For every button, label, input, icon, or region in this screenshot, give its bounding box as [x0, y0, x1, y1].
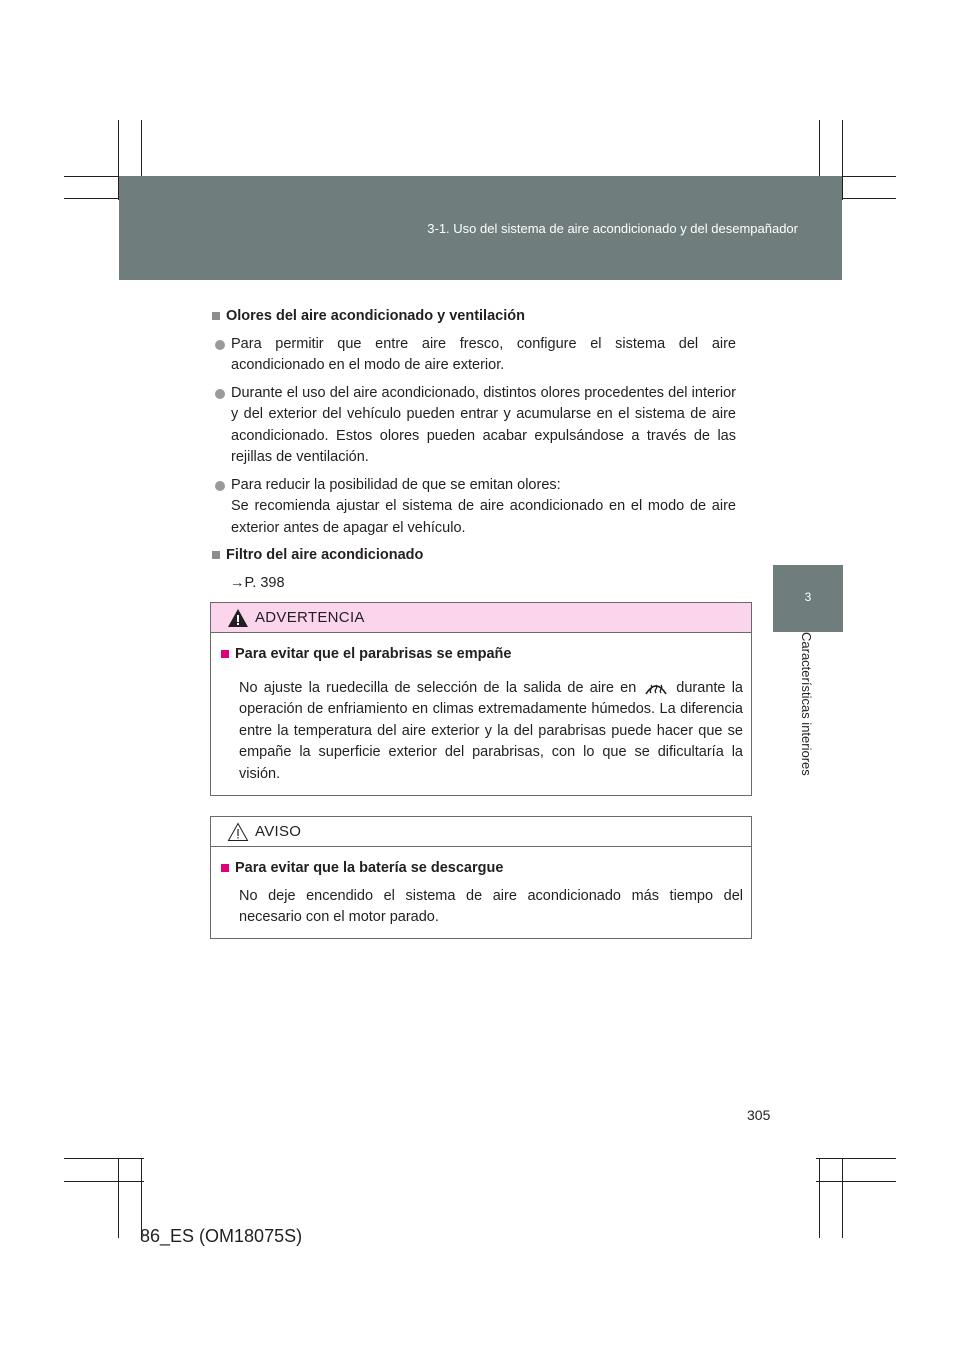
caution-triangle-icon	[227, 822, 249, 842]
warning-text	[239, 678, 743, 786]
bullet-text	[231, 475, 736, 540]
warning-heading	[221, 644, 743, 666]
square-bullet-icon	[212, 312, 220, 320]
circle-bullet-icon	[215, 340, 225, 350]
crop-mark	[816, 1181, 896, 1182]
crop-mark	[64, 1181, 144, 1182]
square-bullet-icon	[212, 551, 220, 559]
chapter-tab	[773, 565, 843, 632]
windshield-defrost-icon	[644, 680, 668, 696]
notice-header	[211, 817, 751, 847]
crop-mark	[819, 1158, 820, 1238]
section-heading	[212, 306, 736, 328]
bullet-text: Durante el uso del aire acondicionado, distintos olores procedentes del interior y del exterior del vehículo pueden entrar y acumularse en el sistema de aire acondicionado. Estos olores pueden acabar expulsándose a través de las rejillas de ventilación.	[231, 384, 736, 465]
notice-heading	[221, 858, 743, 880]
page-reference-link[interactable]: →P. 398	[230, 574, 285, 591]
bullet-line: Se recomienda ajustar el sistema de aire acondicionado en el modo de aire exterior antes de apagar el vehículo.	[231, 498, 736, 536]
warning-body	[211, 633, 751, 799]
crop-mark	[816, 1158, 896, 1159]
circle-bullet-icon	[215, 481, 225, 491]
notice-box	[210, 816, 752, 939]
list-item	[212, 475, 736, 540]
notice-body	[211, 847, 751, 943]
warning-triangle-icon	[227, 608, 249, 628]
square-bullet-icon	[221, 864, 229, 872]
page-number: 305	[747, 1107, 771, 1123]
square-bullet-icon	[221, 650, 229, 658]
crop-mark	[842, 120, 843, 200]
notice-text: No deje encendido el sistema de aire acondicionado más tiempo del necesario con el motor parado.	[239, 887, 743, 925]
warning-header	[211, 603, 751, 633]
warning-text-part: No ajuste la ruedecilla de selección de la salida de aire en	[239, 679, 637, 696]
list-item	[212, 334, 736, 377]
document-code: 86_ES (OM18075S)	[140, 1226, 303, 1246]
bullet-text: Para permitir que entre aire fresco, configure el sistema del aire acondicionado en el modo de aire exterior.	[231, 335, 736, 373]
warning-label: ADVERTENCIA	[255, 609, 365, 626]
header-title: 3-1. Uso del sistema de aire acondicionado y del desempañador	[427, 221, 798, 236]
circle-bullet-icon	[215, 389, 225, 399]
chapter-number: 3	[804, 590, 812, 604]
section-title: Filtro del aire acondicionado	[226, 547, 424, 563]
chapter-header	[119, 176, 842, 280]
chapter-label	[771, 632, 843, 812]
notice-label: AVISO	[255, 823, 302, 840]
section-heading	[212, 545, 736, 567]
crop-mark	[118, 1158, 119, 1238]
crop-mark	[64, 1158, 144, 1159]
list-item	[212, 383, 736, 469]
warning-text-part: durante la operación de enfriamiento en climas extremadamente húmedos. La diferencia entre la temperatura del aire exterior y la del parabrisas puede hacer que se empañe la superficie exterior del parabrisas, con lo que se dificultaría la visión.	[239, 679, 743, 782]
warning-title: Para evitar que el parabrisas se empañe	[235, 646, 512, 662]
bullet-line: Para reducir la posibilidad de que se emitan olores:	[231, 476, 561, 493]
warning-box	[210, 602, 752, 796]
notice-title: Para evitar que la batería se descargue	[235, 860, 504, 876]
section-title: Olores del aire acondicionado y ventilación	[226, 308, 525, 324]
chapter-label-text: Características interiores	[799, 632, 814, 776]
crop-mark	[842, 1158, 843, 1238]
main-content	[212, 306, 736, 594]
